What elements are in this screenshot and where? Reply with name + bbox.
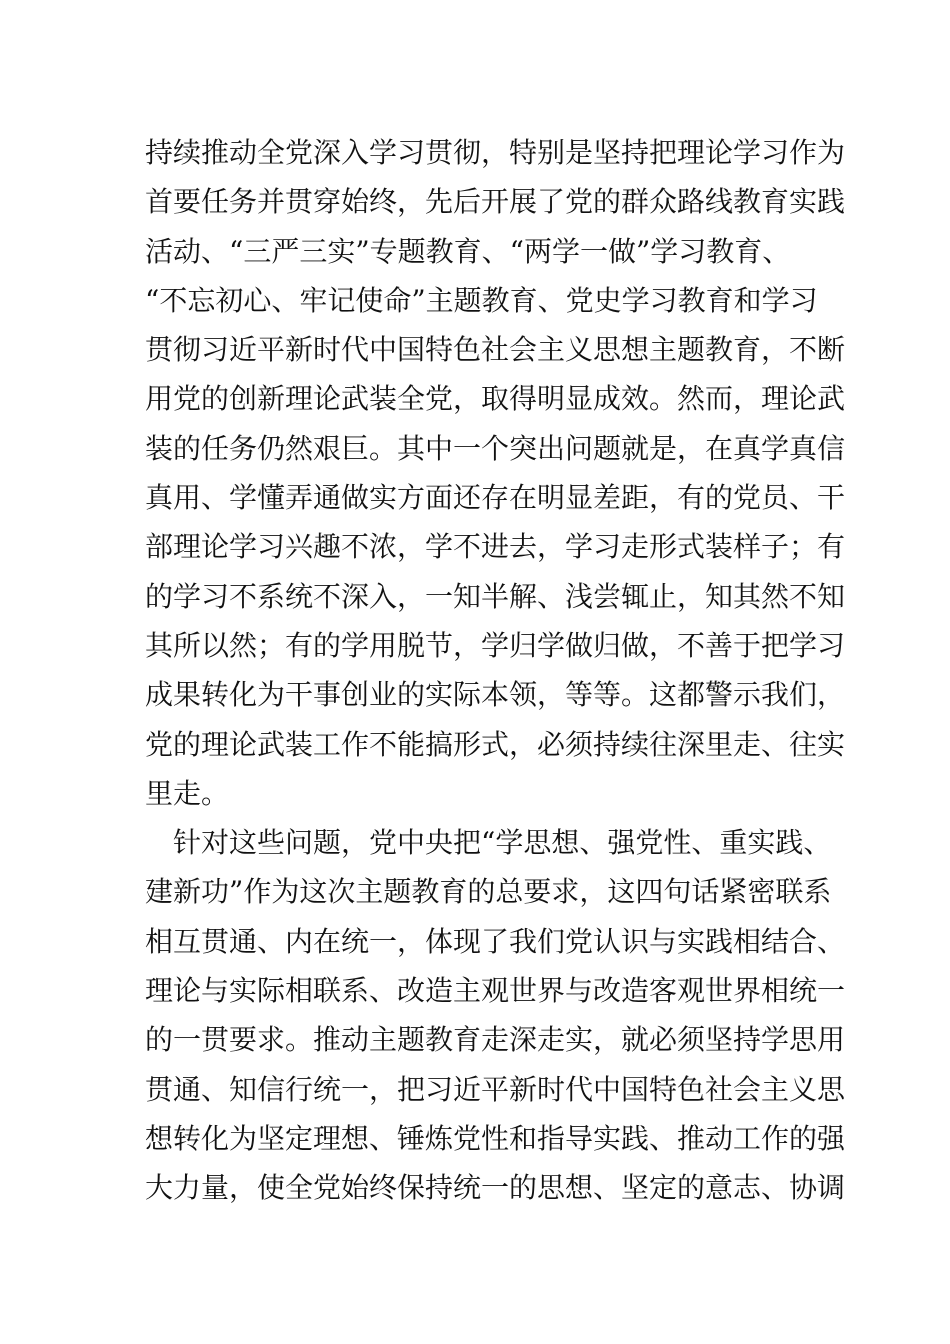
paragraph-line: 其所以然；有的学用脱节，学归学做归做，不善于把学习 xyxy=(145,628,846,662)
paragraph-line: 大力量，使全党始终保持统一的思想、坚定的意志、协调 xyxy=(145,1171,846,1205)
paragraph-line: 针对这些问题，党中央把“学思想、强党性、重实践、 xyxy=(145,826,832,860)
paragraph-line: 持续推动全党深入学习贯彻，特别是坚持把理论学习作为 xyxy=(145,136,846,169)
paragraph-line: 真用、学懂弄通做实方面还存在明显差距，有的党员、干 xyxy=(145,481,846,515)
paragraph-line: 相互贯通、内在统一，体现了我们党认识与实践相结合、 xyxy=(145,924,846,958)
paragraph-line: 党的理论武装工作不能搞形式，必须持续往深里走、往实 xyxy=(145,727,846,761)
paragraph-line: 建新功”作为这次主题教育的总要求，这四句话紧密联系 xyxy=(145,875,832,909)
paragraph-line: 理论与实际相联系、改造主观世界与改造客观世界相统一 xyxy=(145,974,846,1008)
paragraph-line: 装的任务仍然艰巨。其中一个突出问题就是，在真学真信 xyxy=(145,431,846,465)
paragraph-line: 的学习不系统不深入，一知半解、浅尝辄止，知其然不知 xyxy=(145,579,846,613)
paragraph-line: 贯通、知信行统一，把习近平新时代中国特色社会主义思 xyxy=(145,1072,846,1106)
paragraph-line: 活动、“三严三实”专题教育、“两学一做”学习教育、 xyxy=(145,234,791,268)
paragraph-line: 想转化为坚定理想、锤炼党性和指导实践、推动工作的强 xyxy=(145,1121,846,1155)
paragraph-line: 成果转化为干事创业的实际本领，等等。这都警示我们， xyxy=(145,678,846,712)
paragraph-line: 贯彻习近平新时代中国特色社会主义思想主题教育，不断 xyxy=(145,333,846,367)
paragraph-line: 首要任务并贯穿始终，先后开展了党的群众路线教育实践 xyxy=(145,185,846,219)
paragraph-line: 里走。 xyxy=(145,776,230,810)
paragraph-line: 的一贯要求。推动主题教育走深走实，就必须坚持学思用 xyxy=(145,1023,846,1057)
body-text xyxy=(145,128,846,1213)
paragraph-1 xyxy=(145,128,846,818)
paragraph-line: 部理论学习兴趣不浓，学不进去，学习走形式装样子；有 xyxy=(145,530,846,564)
paragraph-line: “不忘初心、牢记使命”主题教育、党史学习教育和学习 xyxy=(145,283,818,317)
paragraph-line: 用党的创新理论武装全党，取得明显成效。然而，理论武 xyxy=(145,382,846,416)
paragraph-2 xyxy=(145,818,846,1212)
